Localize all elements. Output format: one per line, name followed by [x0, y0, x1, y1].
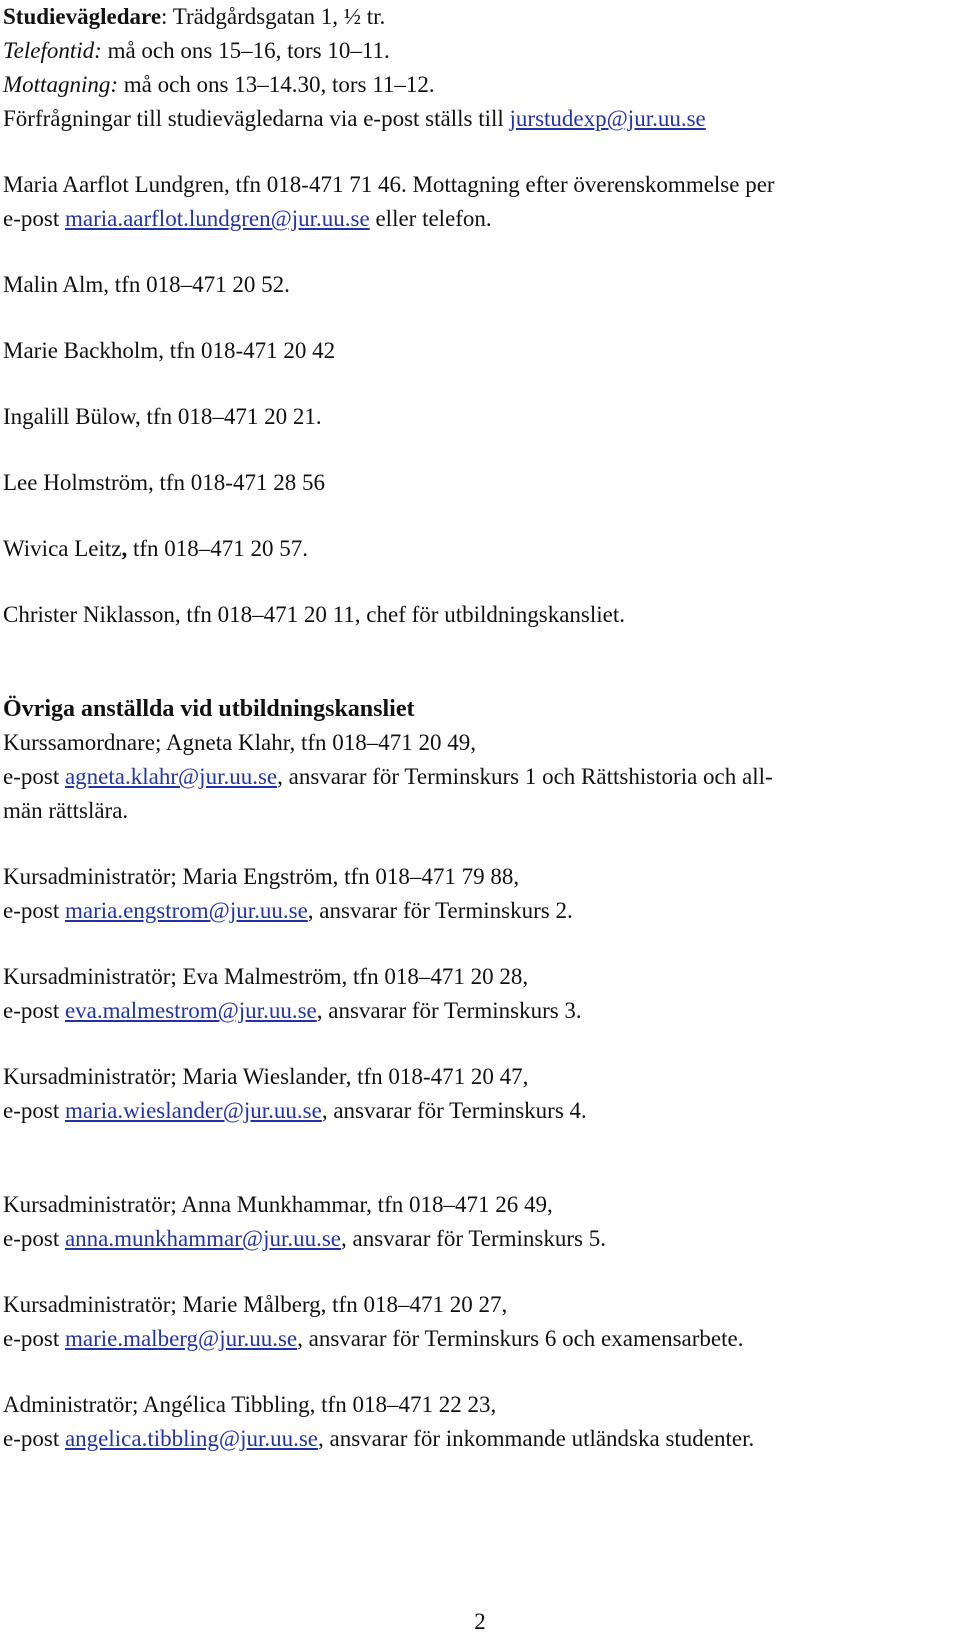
- staff-malberg-email-line: e-post marie.malberg@jur.uu.se, ansvarar för Terminskurs 6 och examensarbete.: [3, 1326, 744, 1351]
- email-link[interactable]: maria.wieslander@jur.uu.se: [64, 1098, 322, 1123]
- studievagledare-label: Studievägledare: [3, 4, 162, 29]
- enquiry-email-link[interactable]: jurstudexp@jur.uu.se: [509, 106, 706, 131]
- counsellor-leitz: Wivica Leitz, tfn 018–471 20 57.: [3, 536, 309, 561]
- staff-wieslander-email-line: e-post maria.wieslander@jur.uu.se, ansvarar för Terminskurs 4.: [3, 1098, 587, 1123]
- staff-klahr-email-line: e-post agneta.klahr@jur.uu.se, ansvarar för Terminskurs 1 och Rättshistoria och all-: [3, 764, 773, 789]
- staff-engstrom: Kursadministratör; Maria Engström, tfn 018–471 79 88,: [3, 864, 520, 889]
- mottagning: Mottagning: må och ons 13–14.30, tors 11–12.: [3, 72, 435, 97]
- counsellor-aarflot-lundgren: Maria Aarflot Lundgren, tfn 018-471 71 46. Mottagning efter överenskommelse per: [3, 172, 775, 197]
- page-number: 2: [474, 1609, 486, 1634]
- telefontid: Telefontid: må och ons 15–16, tors 10–11.: [3, 38, 390, 63]
- staff-tibbling: Administratör; Angélica Tibbling, tfn 018–471 22 23,: [3, 1392, 497, 1417]
- telefontid-label: Telefontid:: [3, 38, 102, 63]
- email-link[interactable]: anna.munkhammar@jur.uu.se: [64, 1226, 342, 1251]
- staff-malberg: Kursadministratör; Marie Målberg, tfn 018–471 20 27,: [3, 1292, 508, 1317]
- counsellor-bulow: Ingalill Bülow, tfn 018–471 20 21.: [3, 404, 322, 429]
- staff-heading: Övriga anställda vid utbildningskansliet: [3, 696, 415, 722]
- staff-munkhammar-email-line: e-post anna.munkhammar@jur.uu.se, ansvarar för Terminskurs 5.: [3, 1226, 606, 1251]
- staff-tibbling-email-line: e-post angelica.tibbling@jur.uu.se, ansvarar för inkommande utländska studenter.: [3, 1426, 755, 1451]
- email-link[interactable]: maria.engstrom@jur.uu.se: [64, 898, 308, 923]
- staff-wieslander: Kursadministratör; Maria Wieslander, tfn 018-471 20 47,: [3, 1064, 529, 1089]
- counsellor-niklasson: Christer Niklasson, tfn 018–471 20 11, chef för utbildningskansliet.: [3, 602, 625, 627]
- email-link[interactable]: eva.malmestrom@jur.uu.se: [64, 998, 317, 1023]
- staff-klahr-line3: män rättslära.: [3, 798, 129, 823]
- counsellor-alm: Malin Alm, tfn 018–471 20 52.: [3, 272, 290, 297]
- staff-malmestrom-email-line: e-post eva.malmestrom@jur.uu.se, ansvarar för Terminskurs 3.: [3, 998, 582, 1023]
- counsellor-aarflot-lundgren-email-line: e-post maria.aarflot.lundgren@jur.uu.se eller telefon.: [3, 206, 492, 231]
- mottagning-label: Mottagning:: [3, 72, 118, 97]
- email-link[interactable]: maria.aarflot.lundgren@jur.uu.se: [64, 206, 370, 231]
- counsellor-holmstrom: Lee Holmström, tfn 018-471 28 56: [3, 470, 325, 495]
- document-page: [3, 0, 943, 1456]
- counsellor-backholm: Marie Backholm, tfn 018-471 20 42: [3, 338, 336, 363]
- enquiry-line: Förfrågningar till studievägledarna via e-post ställs till jurstudexp@jur.uu.se: [3, 106, 706, 131]
- staff-engstrom-email-line: e-post maria.engstrom@jur.uu.se, ansvarar för Terminskurs 2.: [3, 898, 573, 923]
- staff-munkhammar: Kursadministratör; Anna Munkhammar, tfn 018–471 26 49,: [3, 1192, 553, 1217]
- staff-malmestrom: Kursadministratör; Eva Malmeström, tfn 018–471 20 28,: [3, 964, 529, 989]
- email-link[interactable]: marie.malberg@jur.uu.se: [64, 1326, 298, 1351]
- email-link[interactable]: agneta.klahr@jur.uu.se: [64, 764, 278, 789]
- studievagledare-address: Studievägledare: Trädgårdsgatan 1, ½ tr.: [3, 4, 386, 29]
- staff-klahr: Kurssamordnare; Agneta Klahr, tfn 018–471 20 49,: [3, 730, 477, 755]
- email-link[interactable]: angelica.tibbling@jur.uu.se: [64, 1426, 319, 1451]
